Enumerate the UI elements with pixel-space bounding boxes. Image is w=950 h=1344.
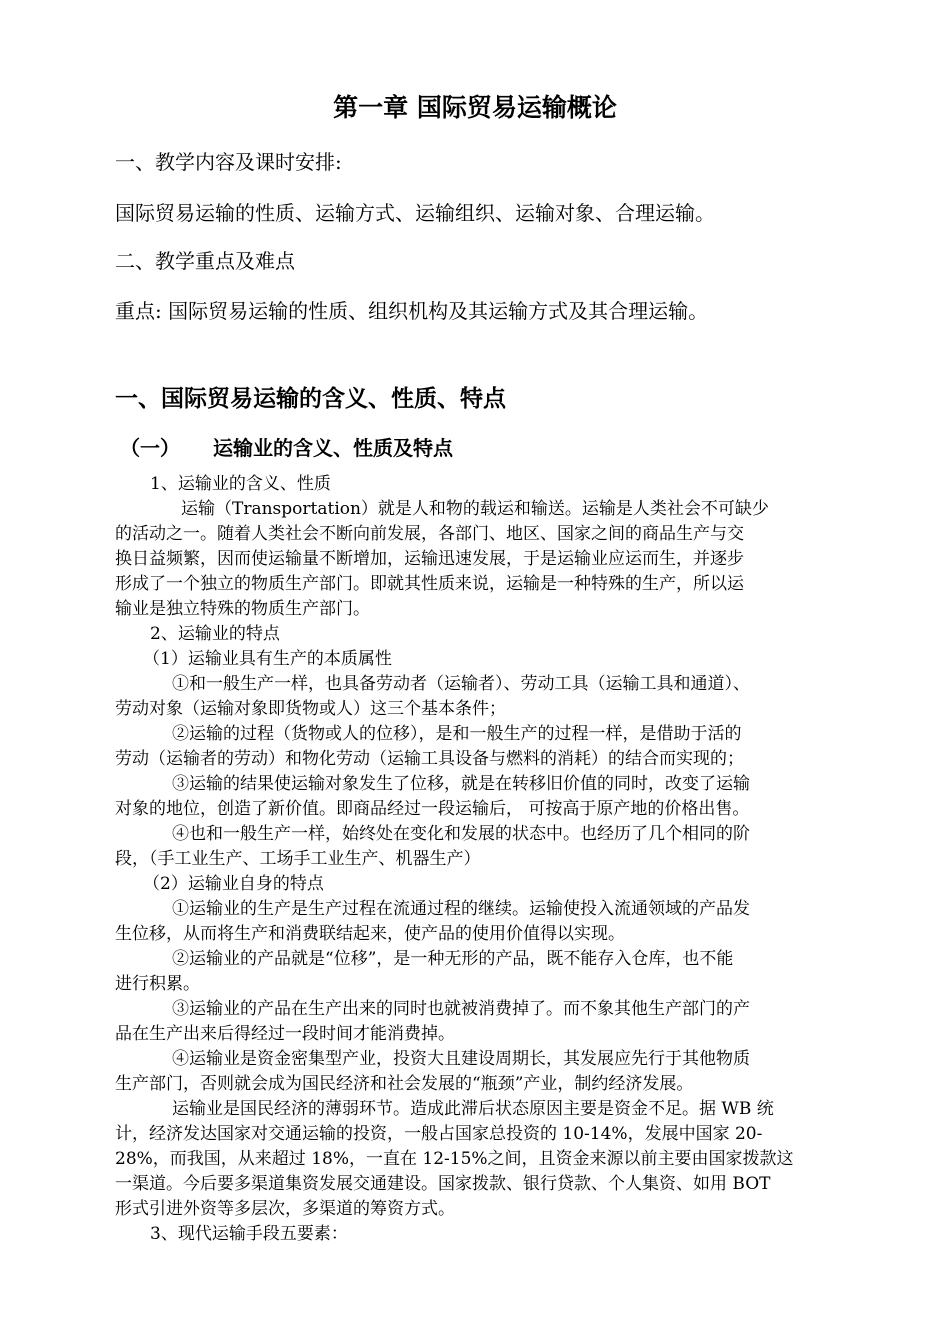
paragraph-line: 对象的地位，创造了新价值。即商品经过一段运输后， 可按高于原产地的价格出售。: [115, 799, 750, 819]
paragraph-line: ④也和一般生产一样，始终处在变化和发展的状态中。也经历了几个相同的阶: [172, 824, 750, 844]
subsection-title: 运输业的含义、性质及特点: [213, 436, 453, 460]
paragraph-line: 生产部门，否则就会成为国民经济和社会发展的“瓶颈”产业，制约经济发展。: [115, 1074, 694, 1094]
paragraph-line: ①运输业的生产是生产过程在流通过程的继续。运输使投入流通领域的产品发: [172, 899, 750, 919]
paragraph-line: 劳动（运输者的劳动）和物化劳动（运输工具设备与燃料的消耗）的结合而实现的；: [115, 749, 744, 769]
chapter-title: 第一章 国际贸易运输概论: [333, 93, 617, 122]
paragraph-line: 段，（手工业生产、工场手工业生产、机器生产）: [115, 849, 481, 869]
paragraph-line: 生位移，从而将生产和消费联结起来，使产品的使用价值得以实现。: [115, 924, 625, 944]
paragraph-line: 计，经济发达国家对交通运输的投资，一般占国家总投资的 10-14%，发展中国家 20-: [115, 1124, 763, 1144]
paragraph-line: ②运输的过程（货物或人的位移），是和一般生产的过程一样，是借助于活的: [172, 724, 742, 744]
teaching-content-text: 国际贸易运输的性质、运输方式、运输组织、运输对象、合理运输。: [115, 201, 715, 225]
teaching-content-heading: 一、教学内容及课时安排:: [115, 150, 342, 174]
paragraph-line: 品在生产出来后得经过一段时间才能消费掉。: [115, 1024, 455, 1044]
paragraph-line: 形成了一个独立的物质生产部门。即就其性质来说，运输是一种特殊的生产，所以运: [115, 574, 744, 594]
paragraph-line: 换日益频繁，因而使运输量不断增加，运输迅速发展，于是运输业应运而生，并逐步: [115, 549, 744, 569]
paragraph-line: 运输（Transportation）就是人和物的载运和输送。运输是人类社会不可缺少: [181, 499, 769, 519]
paragraph-line: 一渠道。今后要多渠道集资发展交通建设。国家拨款、银行贷款、个人集资、如用 BOT: [115, 1174, 771, 1194]
paragraph-line: ③运输的结果使运输对象发生了位移，就是在转移旧价值的同时，改变了运输: [172, 774, 750, 794]
paragraph-line: 1、运输业的含义、性质: [150, 474, 331, 494]
paragraph-line: ①和一般生产一样，也具备劳动者（运输者）、劳动工具（运输工具和通道）、: [172, 674, 750, 694]
paragraph-line: 形式引进外资等多层次，多渠道的筹资方式。: [115, 1199, 455, 1219]
paragraph-line: 劳动对象（运输对象即货物或人）这三个基本条件；: [115, 699, 506, 719]
paragraph-line: 运输业是国民经济的薄弱环节。造成此滞后状态原因主要是资金不足。据 WB 统: [172, 1099, 774, 1119]
paragraph-line: 进行积累。: [115, 974, 200, 994]
paragraph-line: （2）运输业自身的特点: [143, 874, 324, 894]
section-heading: 一、国际贸易运输的含义、性质、特点: [115, 386, 506, 412]
paragraph-line: ③运输业的产品在生产出来的同时也就被消费掉了。而不象其他生产部门的产: [172, 999, 750, 1019]
key-points-heading: 二、教学重点及难点: [115, 249, 295, 273]
paragraph-line: 2、运输业的特点: [150, 624, 280, 644]
subsection-number: （一）: [120, 436, 180, 460]
paragraph-line: ②运输业的产品就是“位移”，是一种无形的产品，既不能存入仓库，也不能: [172, 949, 734, 969]
paragraph-line: 3、现代运输手段五要素：: [150, 1224, 348, 1244]
paragraph-line: 的活动之一。随着人类社会不断向前发展，各部门、地区、国家之间的商品生产与交: [115, 524, 744, 544]
paragraph-line: ④运输业是资金密集型产业，投资大且建设周期长，其发展应先行于其他物质: [172, 1049, 750, 1069]
paragraph-line: 输业是独立特殊的物质生产部门。: [115, 599, 370, 619]
key-points-text: 重点: 国际贸易运输的性质、组织机构及其运输方式及其合理运输。: [115, 299, 709, 323]
paragraph-line: （1）运输业具有生产的本质属性: [143, 649, 392, 669]
paragraph-line: 28%，而我国，从来超过 18%，一直在 12-15%之间，且资金来源以前主要由国家拨款这: [115, 1149, 794, 1169]
